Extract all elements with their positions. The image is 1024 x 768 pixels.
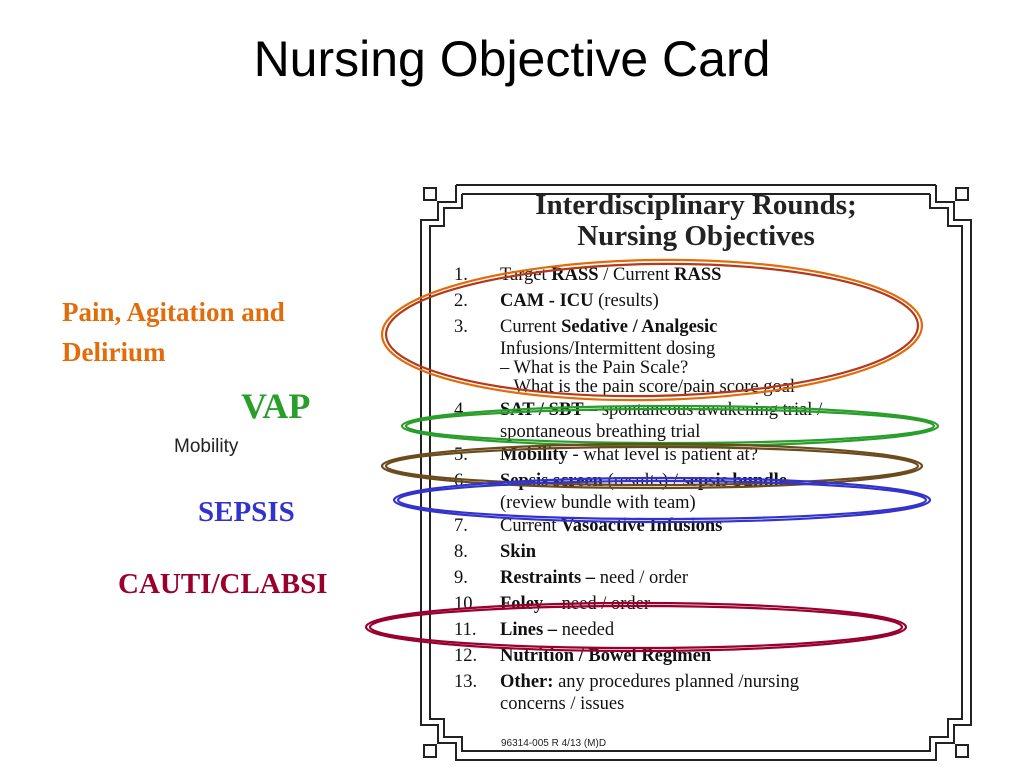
objective-item-number: 2.: [454, 291, 468, 311]
objective-list: [454, 262, 959, 714]
card-heading-line2: Nursing Objectives: [577, 220, 815, 252]
objective-item-text: Foley – need / order: [500, 594, 651, 614]
objective-item-text: Lines – needed: [500, 620, 615, 640]
slide-title: Nursing Objective Card: [253, 31, 771, 87]
label-pain-agitation-delirium: Pain, Agitation and Delirium: [62, 297, 285, 367]
objective-item-number: 4.: [454, 400, 468, 420]
objective-item-number: 1.: [454, 265, 468, 285]
label-vap: VAP: [241, 386, 311, 426]
objective-item-number: 9.: [454, 568, 468, 588]
objective-item-number: 13.: [454, 672, 478, 692]
objective-item-number: 6.: [454, 471, 468, 491]
objective-item-subtext: concerns / issues: [500, 694, 625, 714]
objective-item: [454, 442, 959, 468]
objective-item-text: Nutrition / Bowel Regimen: [500, 646, 712, 666]
objective-item-text: Sepsis screen (results) / sepsis bundle: [500, 471, 787, 491]
objective-item-text: Mobility - what level is patient at?: [500, 445, 758, 465]
objective-item-number: 3.: [454, 317, 468, 337]
objective-item: [454, 513, 959, 539]
objective-item-number: 8.: [454, 542, 468, 562]
objective-item: [454, 468, 959, 513]
objective-item: [454, 643, 959, 669]
objective-item-subtext: Infusions/Intermittent dosing: [500, 339, 716, 359]
objective-item: [454, 262, 959, 288]
objective-item: [454, 565, 959, 591]
objective-item: [454, 669, 959, 714]
objective-item-number: 5.: [454, 445, 468, 465]
objective-item: [454, 397, 959, 442]
objective-item-text: Target RASS / Current RASS: [500, 265, 722, 285]
objective-card: [416, 180, 976, 765]
objective-item-subtext: – What is the pain score/pain score goal: [500, 377, 796, 397]
objective-item: [454, 314, 959, 397]
objective-item-number: 12.: [454, 646, 478, 666]
objective-item: [454, 288, 959, 314]
label-sepsis: SEPSIS: [198, 496, 295, 528]
objective-item-text: Current Sedative / Analgesic: [500, 317, 718, 337]
objective-item-subtext: spontaneous breathing trial: [500, 422, 701, 442]
objective-item-text: SAT / SBT – spontaneous awakening trial /: [500, 400, 823, 420]
objective-item-number: 10.: [454, 594, 478, 614]
objective-item-subtext: (review bundle with team): [500, 493, 696, 513]
card-footer-code: 96314-005 R 4/13 (M)D: [501, 738, 607, 749]
objective-item-text: Restraints – need / order: [500, 568, 689, 588]
objective-item-number: 11.: [454, 620, 477, 640]
label-mobility: Mobility: [174, 436, 239, 457]
objective-item: [454, 539, 959, 565]
objective-item-text: Other: any procedures planned /nursing: [500, 672, 800, 692]
card-heading-line1: Interdisciplinary Rounds;: [535, 189, 857, 221]
objective-item-number: 7.: [454, 516, 468, 536]
objective-item: [454, 591, 959, 617]
objective-item-subtext: – What is the Pain Scale?: [500, 358, 689, 378]
objective-item-text: CAM - ICU (results): [500, 291, 659, 311]
objective-item: [454, 617, 959, 643]
card-heading: [416, 190, 976, 252]
label-cauti-clabsi: CAUTI/CLABSI: [118, 568, 328, 600]
objective-item-text: Skin: [500, 542, 537, 562]
objective-item-text: Current Vasoactive Infusions: [500, 516, 723, 536]
